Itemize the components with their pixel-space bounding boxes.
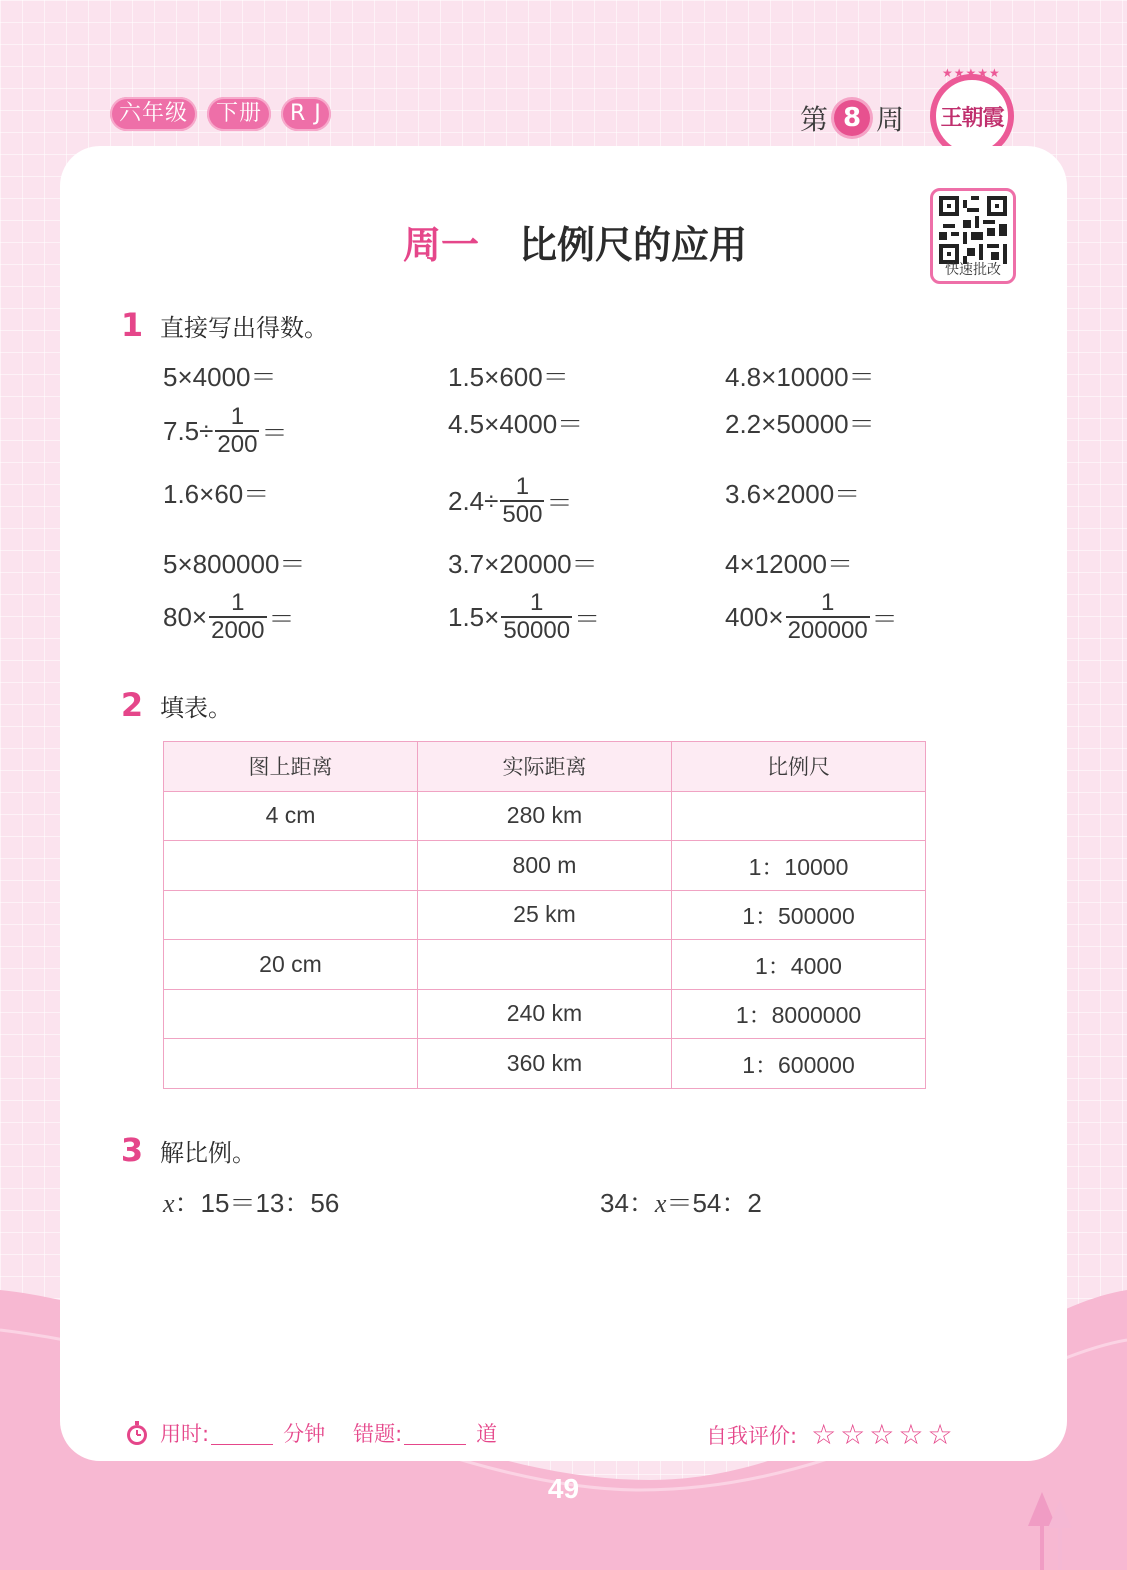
question-prompt: 填表。 <box>160 693 232 722</box>
actual-distance-cell[interactable]: 800 m <box>418 841 672 891</box>
question-number: 3 <box>120 1131 144 1169</box>
question-prompt: 直接写出得数。 <box>160 313 328 342</box>
fraction-numerator: 1 <box>530 589 544 616</box>
arithmetic-expression <box>163 404 287 458</box>
proportion-equation-1 <box>163 1183 339 1220</box>
actual-distance-cell[interactable]: 280 km <box>418 791 672 841</box>
errors-input[interactable] <box>404 1421 466 1445</box>
fraction-denominator: 2000 <box>211 617 265 644</box>
expression-text: 4.5×4000＝ <box>448 409 584 439</box>
arithmetic-expression <box>448 474 572 528</box>
scale-cell[interactable]: 1：4000 <box>672 940 926 990</box>
table-row <box>164 940 926 990</box>
expression-text: 2.2×50000＝ <box>725 409 875 439</box>
fraction <box>215 404 259 458</box>
actual-distance-cell[interactable]: 25 km <box>418 890 672 940</box>
edition-tag: R J <box>281 97 331 131</box>
arithmetic-expression <box>725 474 860 511</box>
variable-x: x <box>163 1189 175 1218</box>
arithmetic-expression <box>725 404 875 441</box>
column-header: 图上距离 <box>164 742 418 792</box>
question-1-header <box>120 306 328 344</box>
arithmetic-expression <box>725 544 853 581</box>
question-3-header <box>120 1131 256 1169</box>
expression-suffix: ＝ <box>261 417 288 448</box>
expression-text: 5×800000＝ <box>163 549 306 579</box>
fraction-denominator: 50000 <box>503 617 571 644</box>
scale-cell[interactable]: 1：8000000 <box>672 989 926 1039</box>
grade-tag: 六年级 <box>110 97 197 131</box>
qr-code-panel[interactable] <box>930 188 1016 284</box>
rating-stars[interactable]: ☆☆☆☆☆ <box>811 1418 957 1451</box>
column-header: 实际距离 <box>418 742 672 792</box>
column-header: 比例尺 <box>672 742 926 792</box>
week-suffix: 周 <box>876 103 905 136</box>
arithmetic-expression <box>163 474 269 511</box>
page-title <box>403 214 747 269</box>
question-number: 1 <box>120 306 144 344</box>
self-rating <box>706 1418 957 1451</box>
qr-code-icon <box>939 196 1007 264</box>
rating-label: 自我评价: <box>706 1423 798 1448</box>
arithmetic-expression <box>448 357 569 394</box>
expression-text: 5×4000＝ <box>163 362 277 392</box>
question-prompt: 解比例。 <box>160 1138 256 1167</box>
expression-suffix: ＝ <box>871 603 898 634</box>
stopwatch-icon <box>124 1420 150 1446</box>
equation-pre: 34： <box>600 1188 655 1218</box>
qr-label: 快速批改 <box>945 262 1001 278</box>
expression-text: 1.6×60＝ <box>163 479 270 509</box>
map-distance-cell[interactable]: 4 cm <box>164 791 418 841</box>
arithmetic-expression <box>163 544 305 581</box>
week-indicator <box>800 98 904 138</box>
map-distance-cell[interactable]: 20 cm <box>164 940 418 990</box>
expression-prefix: 7.5÷ <box>163 415 214 446</box>
title-day: 周一 <box>403 223 480 267</box>
fraction <box>209 590 266 644</box>
scale-table <box>163 741 926 1089</box>
expression-text: 3.6×2000＝ <box>725 479 861 509</box>
week-number: 8 <box>834 100 870 136</box>
logo-stars-icon: ★★★★★ <box>942 66 1001 80</box>
week-prefix: 第 <box>800 103 829 136</box>
expression-text: 4×12000＝ <box>725 549 853 579</box>
arithmetic-expression <box>163 357 276 394</box>
arithmetic-expression <box>448 590 600 644</box>
arrow-decoration-icon <box>1028 1492 1074 1570</box>
map-distance-cell[interactable] <box>164 1039 418 1089</box>
equation-rest: ：15＝13：56 <box>174 1188 340 1218</box>
volume-tag: 下册 <box>207 97 271 131</box>
expression-suffix: ＝ <box>268 603 295 634</box>
fraction-denominator: 200000 <box>787 617 868 644</box>
actual-distance-cell[interactable]: 360 km <box>418 1039 672 1089</box>
variable-x: x <box>654 1189 667 1218</box>
errors-unit: 道 <box>476 1422 498 1446</box>
proportion-equation-2 <box>600 1183 762 1220</box>
page-number: 49 <box>547 1473 580 1504</box>
arithmetic-expression <box>163 590 295 644</box>
grade-tags <box>110 97 331 131</box>
table-row <box>164 890 926 940</box>
expression-prefix: 1.5× <box>448 601 500 632</box>
question-number: 2 <box>120 686 144 724</box>
actual-distance-cell[interactable]: 240 km <box>418 989 672 1039</box>
fraction <box>786 590 870 644</box>
arithmetic-expression <box>725 590 898 644</box>
table-header-row <box>164 742 926 792</box>
scale-cell[interactable] <box>672 791 926 841</box>
fraction <box>501 590 572 644</box>
expression-text: 3.7×20000＝ <box>448 549 598 579</box>
map-distance-cell[interactable] <box>164 989 418 1039</box>
time-unit: 分钟 <box>283 1422 326 1446</box>
title-topic: 比例尺的应用 <box>519 223 748 267</box>
actual-distance-cell[interactable] <box>418 940 672 990</box>
equation-post: ＝54：2 <box>666 1188 762 1218</box>
errors-label: 错题: <box>353 1422 403 1446</box>
arithmetic-expression <box>448 544 598 581</box>
expression-prefix: 400× <box>725 601 784 632</box>
scale-cell[interactable]: 1：500000 <box>672 890 926 940</box>
logo-text: 王朝霞 <box>940 104 1004 131</box>
time-label: 用时: <box>160 1422 210 1446</box>
question-2-header <box>120 686 232 724</box>
scale-cell[interactable]: 1：600000 <box>672 1039 926 1089</box>
scale-cell[interactable]: 1：10000 <box>672 841 926 891</box>
expression-text: 4.8×10000＝ <box>725 362 875 392</box>
map-distance-cell[interactable] <box>164 890 418 940</box>
fraction <box>500 474 544 528</box>
arithmetic-expression <box>448 404 583 441</box>
map-distance-cell[interactable] <box>164 841 418 891</box>
fraction-numerator: 1 <box>820 589 835 616</box>
fraction-numerator: 1 <box>515 473 530 500</box>
fraction-numerator: 1 <box>230 403 245 430</box>
fraction-denominator: 200 <box>217 431 258 458</box>
fraction-denominator: 500 <box>502 501 543 528</box>
table-row <box>164 1039 926 1089</box>
expression-suffix: ＝ <box>546 487 573 518</box>
fraction-numerator: 1 <box>231 589 245 616</box>
expression-prefix: 2.4÷ <box>448 485 499 516</box>
expression-suffix: ＝ <box>574 603 601 634</box>
table-row <box>164 989 926 1039</box>
expression-prefix: 80× <box>163 601 208 632</box>
expression-text: 1.5×600＝ <box>448 362 569 392</box>
time-and-errors <box>124 1418 497 1448</box>
table-row <box>164 791 926 841</box>
table-row <box>164 841 926 891</box>
arithmetic-expression <box>725 357 875 394</box>
time-input[interactable] <box>211 1421 273 1445</box>
